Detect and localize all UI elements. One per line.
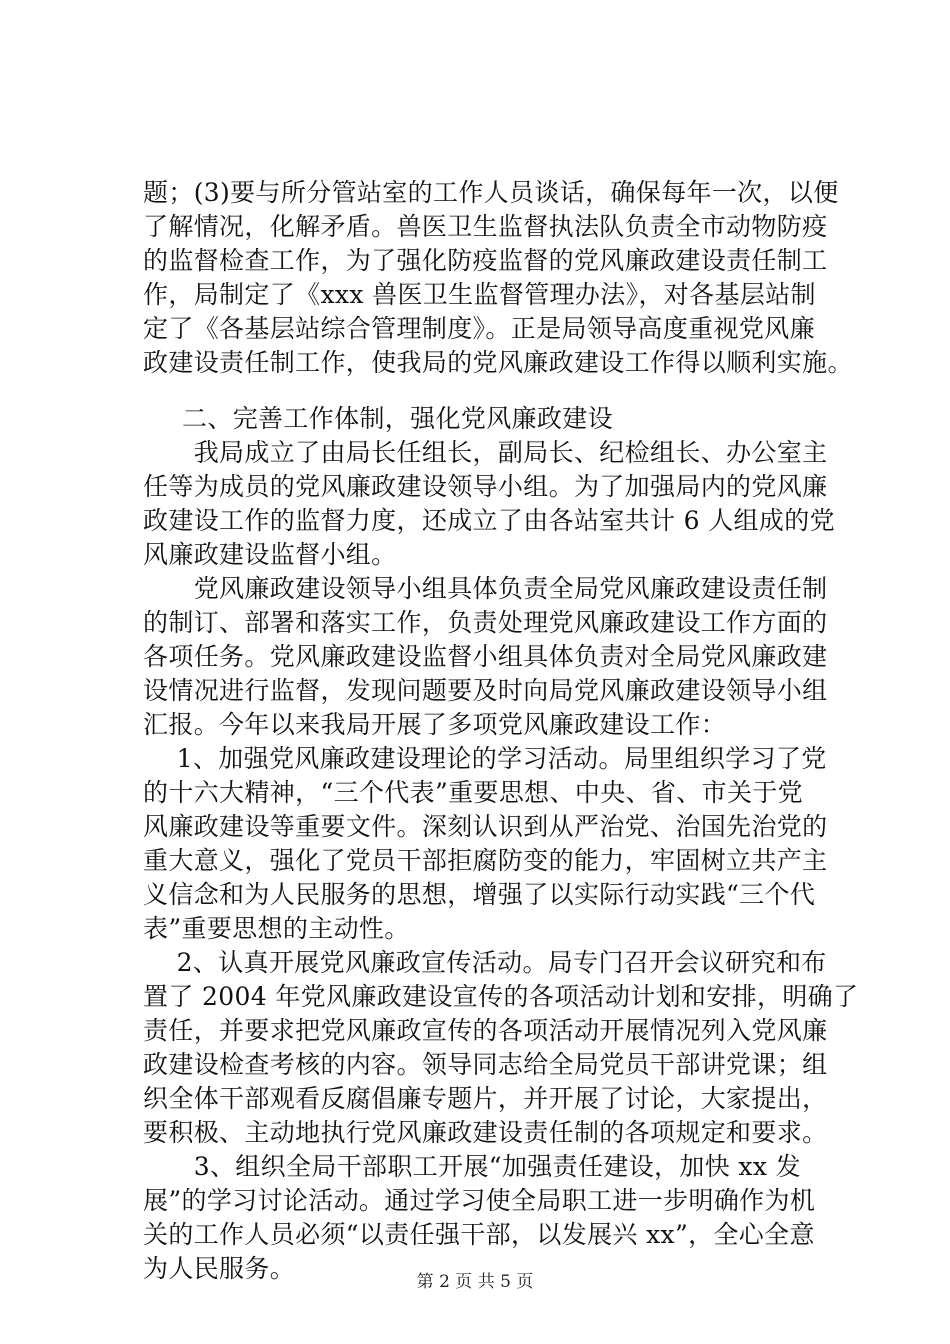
text-line: 织全体干部观看反腐倡廉专题片，并开展了讨论，大家提出， (143, 1084, 828, 1113)
text-line: 任等为成员的党风廉政建设领导小组。为了加强局内的党风廉 (143, 472, 828, 501)
text-line: 汇报。今年以来我局开展了多项党风廉政建设工作： (143, 710, 727, 739)
text-line: 定了《各基层站综合管理制度》。正是局领导高度重视党风廉 (143, 314, 815, 343)
text-line: 1、加强党风廉政建设理论的学习活动。局里组织学习了党 (143, 744, 827, 773)
text-line: 要积极、主动地执行党风廉政建设责任制的各项规定和要求。 (143, 1118, 828, 1147)
text-line: 政建设检查考核的内容。领导同志给全局党员干部讲党课；组 (143, 1050, 828, 1079)
text-line: 置了 2004 年党风廉政建设宣传的各项活动计划和安排，明确了 (143, 982, 859, 1011)
text-line: 3、组织全局干部职工开展“加强责任建设，加快 xx 发 (143, 1152, 801, 1181)
text-line: 政建设责任制工作，使我局的党风廉政建设工作得以顺利实施。 (143, 348, 853, 377)
text-line: 风廉政建设监督小组。 (143, 540, 397, 569)
text-line: 义信念和为人民服务的思想，增强了以实际行动实践“三个代 (143, 880, 816, 909)
text-line: 作，局制定了《xxx 兽医卫生监督管理办法》，对各基层站制 (143, 280, 816, 309)
section-heading: 二、完善工作体制，强化党风廉政建设 (182, 404, 613, 433)
text-line: 各项任务。党风廉政建设监督小组具体负责对全局党风廉政建 (143, 642, 828, 671)
text-line: 关的工作人员必须“以责任强干部，以发展兴 xx”，全心全意 (143, 1220, 815, 1249)
text-line: 2、认真开展党风廉政宣传活动。局专门召开会议研究和布 (143, 948, 827, 977)
text-line: 我局成立了由局长任组长，副局长、纪检组长、办公室主 (143, 438, 828, 467)
text-line: 重大意义，强化了党员干部拒腐防变的能力，牢固树立共产主 (143, 846, 828, 875)
text-line: 题；(3)要与所分管站室的工作人员谈话，确保每年一次，以便 (143, 178, 839, 207)
text-line: 了解情况，化解矛盾。兽医卫生监督执法队负责全市动物防疫 (143, 212, 828, 241)
text-line: 的监督检查工作，为了强化防疫监督的党风廉政建设责任制工 (143, 246, 828, 275)
text-line: 党风廉政建设领导小组具体负责全局党风廉政建设责任制 (143, 574, 828, 603)
text-line: 展”的学习讨论活动。通过学习使全局职工进一步明确作为机 (143, 1186, 816, 1215)
page-footer: 第 2 页 共 5 页 (416, 1272, 534, 1292)
text-line: 表”重要思想的主动性。 (143, 914, 410, 943)
text-line: 责任，并要求把党风廉政宣传的各项活动开展情况列入党风廉 (143, 1016, 828, 1045)
text-line: 的制订、部署和落实工作，负责处理党风廉政建设工作方面的 (143, 608, 828, 637)
text-line: 为人民服务。 (143, 1254, 296, 1283)
text-line: 政建设工作的监督力度，还成立了由各站室共计 6 人组成的党 (143, 506, 835, 535)
text-line: 的十六大精神，“三个代表”重要思想、中央、省、市关于党 (143, 778, 804, 807)
text-line: 风廉政建设等重要文件。深刻认识到从严治党、治国先治党的 (143, 812, 828, 841)
text-line: 设情况进行监督，发现问题要及时向局党风廉政建设领导小组 (143, 676, 828, 705)
